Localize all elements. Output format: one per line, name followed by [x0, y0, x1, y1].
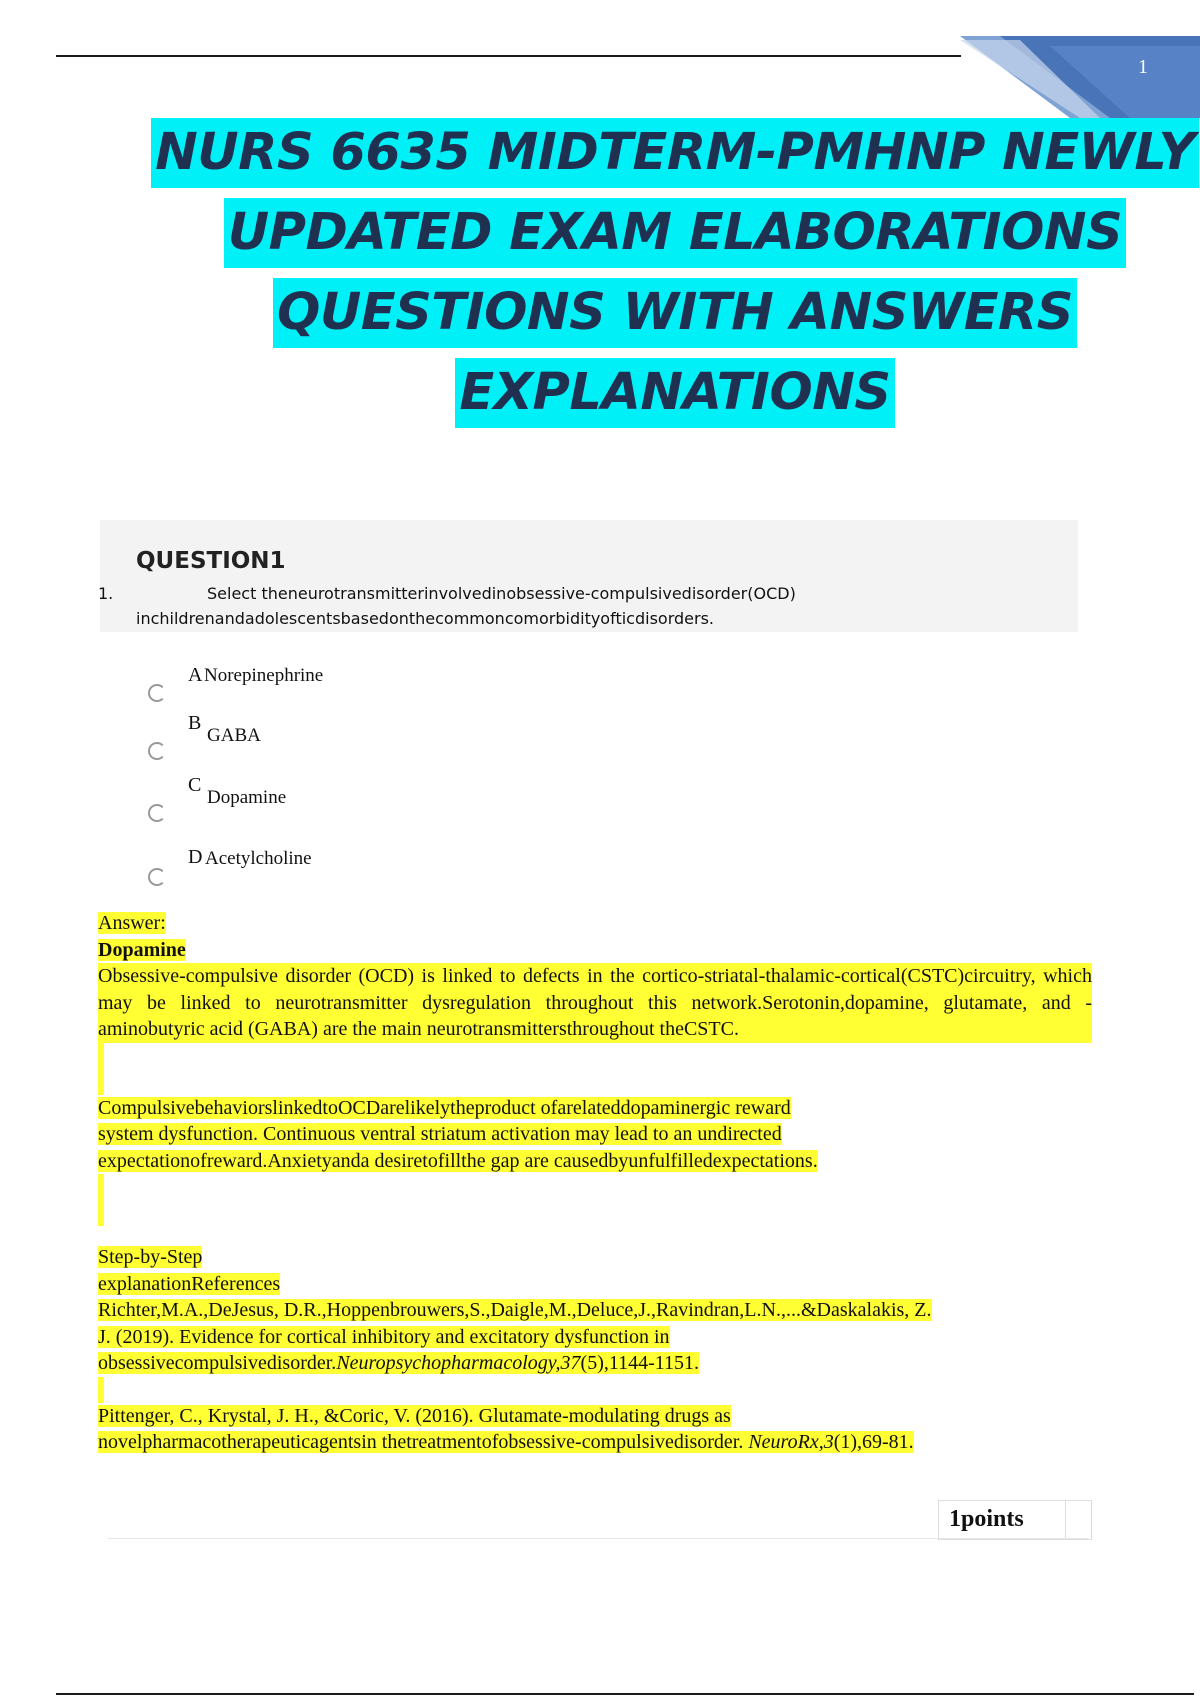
- highlight-gap: [98, 1174, 104, 1226]
- answer-section: [98, 910, 1092, 1456]
- page-corner-decoration: [960, 36, 1200, 118]
- option-letter: C: [188, 774, 202, 796]
- document-title: [150, 118, 1200, 438]
- reference-2-pages: (1),69-81.: [833, 1431, 914, 1453]
- question-divider: [108, 1538, 1088, 1539]
- reference-1-journal: Neuropsychopharmacology,37: [336, 1352, 581, 1374]
- option-label: Norepinephrine: [204, 665, 324, 686]
- step-by-step-heading: Step-by-Step: [98, 1246, 203, 1268]
- points-input-cell[interactable]: [1065, 1501, 1092, 1539]
- option-b[interactable]: [0, 712, 600, 762]
- explanation-paragraph-2-line-3: expectationofreward.Anxietyanda desiretofillthe gap are causedbyunfulfilledexpectations.: [98, 1149, 818, 1172]
- references-heading: explanationReferences: [98, 1272, 281, 1295]
- option-label: Acetylcholine: [205, 848, 312, 869]
- question-text-line-1: Select theneurotransmitterinvolvedinobsessive-compulsivedisorder(OCD): [207, 584, 796, 603]
- reference-2-line-2: [98, 1431, 914, 1453]
- question-heading: QUESTION1: [136, 548, 286, 574]
- reference-2-title: novelpharmacotherapeuticagentsin thetreatmentofobsessive-compulsivedisorder.: [98, 1431, 749, 1453]
- question-text-line-2: inchildrenandadolescentsbasedonthecommoncomorbidityofticdisorders.: [136, 609, 714, 628]
- option-a[interactable]: [0, 664, 600, 714]
- title-line-3: QUESTIONS WITH ANSWERS: [273, 278, 1077, 348]
- points-label: 1points: [949, 1506, 1024, 1532]
- option-d[interactable]: [0, 846, 600, 896]
- footer-rule: [56, 1693, 1194, 1695]
- option-label: GABA: [207, 725, 261, 746]
- reference-1-title: obsessivecompulsivedisorder.: [98, 1352, 337, 1374]
- page-number: 1: [1138, 56, 1148, 78]
- header-rule: [56, 55, 961, 57]
- highlight-gap: [98, 1043, 104, 1069]
- reference-1-line-2: J. (2019). Evidence for cortical inhibitory and excitatory dysfunction in: [98, 1325, 670, 1348]
- radio-button[interactable]: [148, 868, 166, 886]
- answer-explanation-paragraph-1: Obsessive-compulsive disorder (OCD) is linked to defects in the cortico-striatal-thalamic-cortical(CSTC)circuitry, which may be linked to neurotransmitter dysregulation throughout this network.Serotonin,dopamine, glutamate, and -aminobutyric acid (GABA) are the main neurotransmittersthroughout theCSTC.: [98, 963, 1092, 1043]
- answer-value: Dopamine: [98, 938, 186, 961]
- option-letter: A: [188, 664, 203, 686]
- option-letter: B: [188, 712, 202, 734]
- radio-button[interactable]: [148, 742, 166, 760]
- explanation-paragraph-2-line-2: system dysfunction. Continuous ventral striatum activation may lead to an undirected: [98, 1123, 782, 1145]
- option-label: Dopamine: [207, 787, 287, 808]
- points-box: [938, 1500, 1092, 1540]
- title-line-1: NURS 6635 MIDTERM-PMHNP NEWLY: [151, 118, 1199, 188]
- reference-1-pages: (5),1144-1151.: [580, 1352, 700, 1374]
- radio-button[interactable]: [148, 804, 166, 822]
- reference-1-line-1: Richter,M.A.,DeJesus, D.R.,Hoppenbrouwers,S.,Daigle,M.,Deluce,J.,Ravindran,L.N.,...&Daskalakis, Z.: [98, 1299, 932, 1321]
- reference-1-line-3: [98, 1352, 699, 1374]
- reference-2-line-1: Pittenger, C., Krystal, J. H., &Coric, V. (2016). Glutamate-modulating drugs as: [98, 1404, 731, 1427]
- explanation-paragraph-2-line-1: CompulsivebehaviorslinkedtoOCDarelikelytheproduct ofarelateddopaminergic reward: [98, 1096, 791, 1119]
- option-c[interactable]: [0, 774, 600, 824]
- question-number: 1.: [98, 584, 114, 603]
- highlight-gap: [98, 1377, 104, 1403]
- title-line-4: EXPLANATIONS: [455, 358, 894, 428]
- highlight-gap: [98, 1069, 104, 1095]
- title-line-2: UPDATED EXAM ELABORATIONS: [224, 198, 1127, 268]
- answer-label: Answer:: [98, 912, 166, 934]
- reference-2-journal: NeuroRx,3: [748, 1431, 834, 1453]
- option-letter: D: [188, 846, 203, 868]
- radio-button[interactable]: [148, 684, 166, 702]
